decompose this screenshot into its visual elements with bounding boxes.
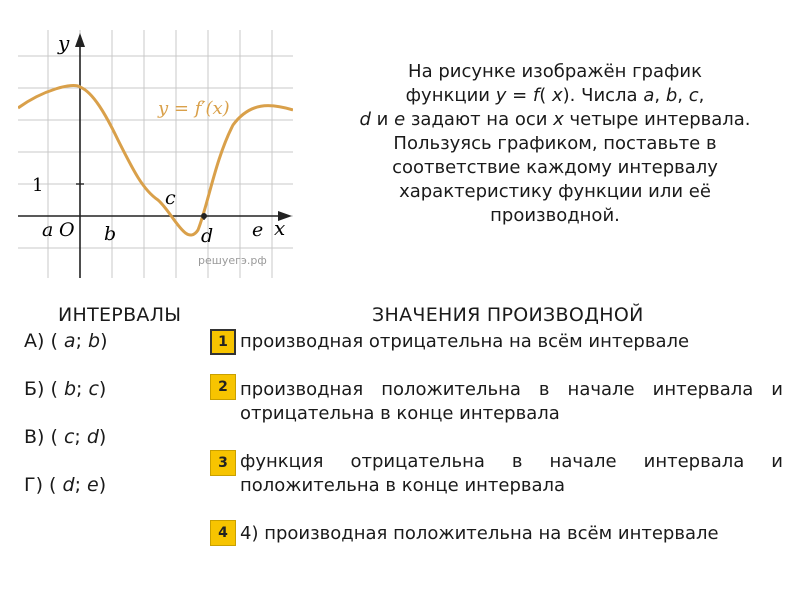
derivative-curve bbox=[18, 86, 293, 236]
origin-label: O bbox=[59, 219, 75, 241]
task-line-4: Пользуясь графиком, поставьте в bbox=[393, 133, 717, 154]
answer-number-badge-3: 3 bbox=[210, 450, 236, 476]
interval-g: Г) ( d; e) bbox=[24, 474, 107, 496]
task-line-6: характеристику функции или её bbox=[399, 181, 711, 202]
answer-number-badge-4: 4 bbox=[210, 520, 236, 546]
point-d-dot bbox=[201, 213, 207, 219]
answer-3: функция отрицательна в начале интервала и положительна в конце интервала bbox=[240, 451, 783, 496]
task-line-7: производной. bbox=[490, 205, 620, 226]
answer-1: производная отрицательна на всём интервале bbox=[240, 331, 690, 352]
y-axis-label: y bbox=[58, 31, 70, 55]
point-b-label: b bbox=[104, 223, 117, 245]
task-line-1: На рисунке изображён график bbox=[408, 61, 702, 82]
answer-4: 4) производная положительна на всём интервале bbox=[240, 523, 719, 544]
point-d-label: d bbox=[201, 225, 214, 247]
answer-number-badge-1: 1 bbox=[210, 329, 236, 355]
point-c-label: c bbox=[165, 187, 176, 209]
x-axis-label: x bbox=[274, 216, 286, 240]
answer-2: производная положительна в начале интервала и отрицательна в конце интервала bbox=[240, 379, 783, 424]
point-e-label: e bbox=[252, 219, 264, 241]
point-a-label: a bbox=[42, 219, 54, 241]
answer-number-badge-2: 2 bbox=[210, 374, 236, 400]
task-line-2: функции y = f( x). Числа a, b, c, bbox=[405, 85, 705, 106]
values-header: ЗНАЧЕНИЯ ПРОИЗВОДНОЙ bbox=[372, 304, 644, 326]
interval-a: А) ( a; b) bbox=[24, 330, 108, 352]
task-statement bbox=[330, 60, 780, 228]
task-line-5: соответствие каждому интервалу bbox=[392, 157, 718, 178]
watermark: решуегэ.рф bbox=[198, 254, 267, 267]
derivative-graph bbox=[18, 30, 293, 278]
interval-v: В) ( c; d) bbox=[24, 426, 107, 448]
interval-b: Б) ( b; c) bbox=[24, 378, 107, 400]
intervals-header: ИНТЕРВАЛЫ bbox=[58, 304, 182, 326]
y-axis-arrow-icon bbox=[75, 33, 85, 47]
task-line-3: d и e задают на оси x четыре интервала. bbox=[359, 109, 751, 130]
curve-label: y = f′(x) bbox=[158, 98, 230, 119]
tick-one-label: 1 bbox=[32, 175, 44, 196]
